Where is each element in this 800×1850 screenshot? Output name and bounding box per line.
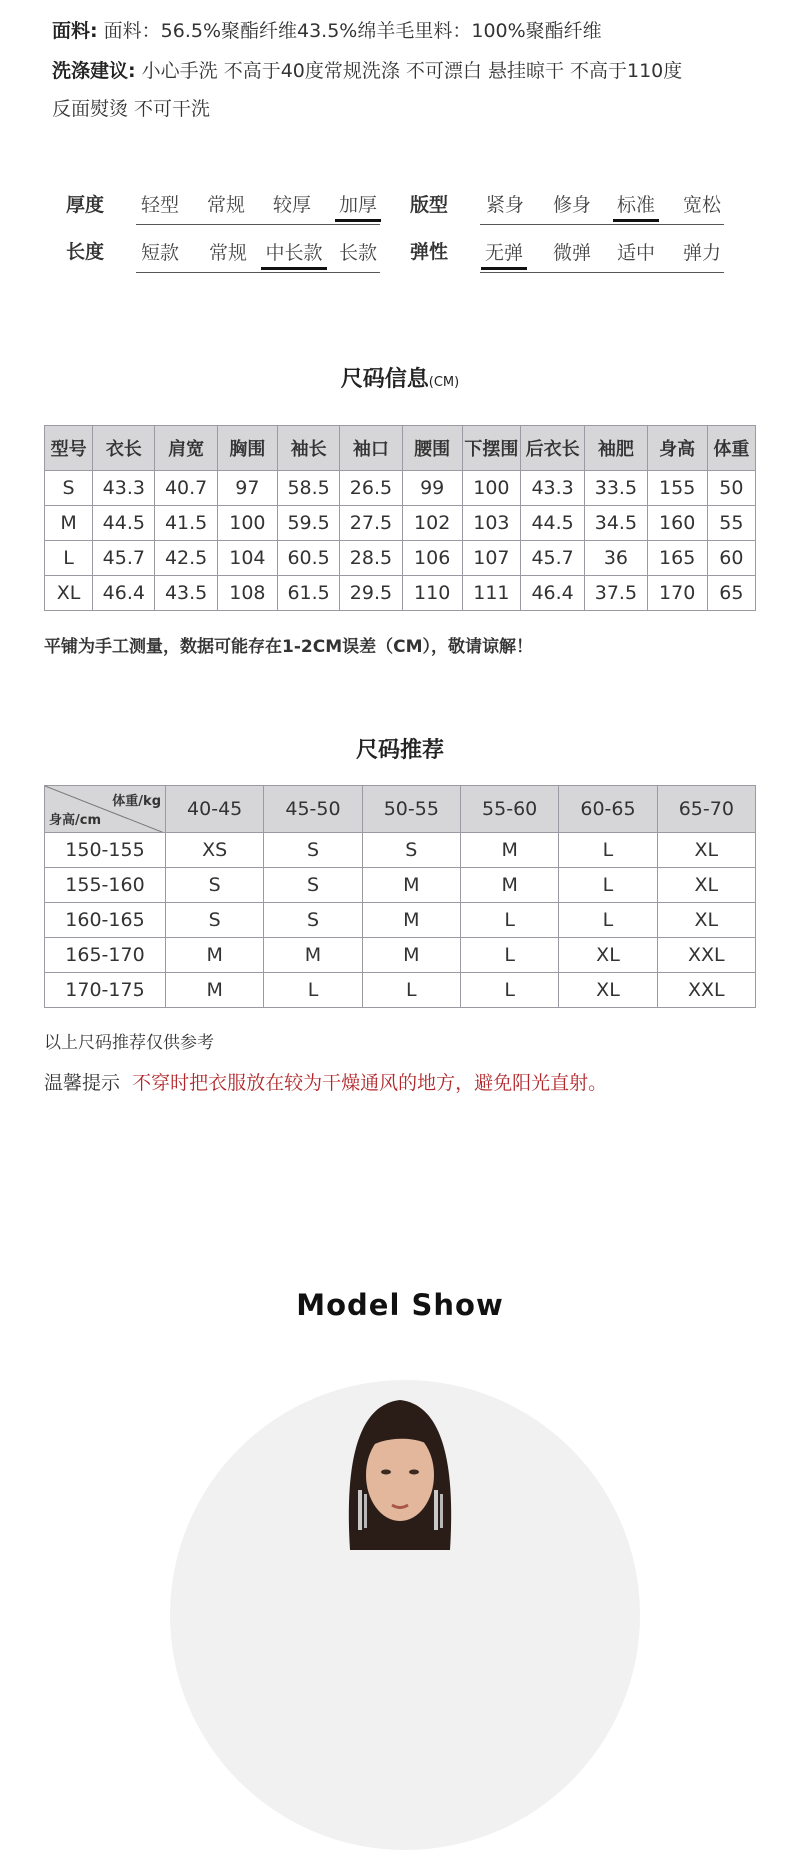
size-cell: S	[45, 471, 93, 506]
recommended-size-cell: L	[559, 903, 657, 938]
weight-header-cell: 60-65	[559, 786, 657, 833]
size-cell: 103	[462, 506, 520, 541]
size-cell: 43.3	[521, 471, 585, 506]
size-cell: 165	[647, 541, 707, 576]
recommended-size-cell: M	[362, 868, 460, 903]
size-cell: 65	[707, 576, 755, 611]
table-row	[45, 541, 756, 576]
table-row	[45, 868, 756, 903]
size-cell: 27.5	[340, 506, 402, 541]
attribute-options	[480, 238, 724, 273]
size-cell: 29.5	[340, 576, 402, 611]
size-cell: 55	[707, 506, 755, 541]
size-cell: 59.5	[277, 506, 339, 541]
size-rec-table	[44, 785, 756, 1008]
recommended-size-cell: M	[166, 938, 264, 973]
recommended-size-cell: L	[559, 833, 657, 868]
table-row	[45, 938, 756, 973]
size-rec-corner-cell	[45, 786, 166, 833]
recommended-size-cell: S	[166, 903, 264, 938]
size-header-cell: 体重	[707, 426, 755, 471]
size-rec-title: 尺码推荐	[355, 738, 444, 763]
size-cell: M	[45, 506, 93, 541]
size-cell: 36	[585, 541, 647, 576]
height-cell: 170-175	[45, 973, 166, 1008]
recommended-size-cell: S	[264, 903, 362, 938]
size-cell: 45.7	[521, 541, 585, 576]
recommended-size-cell: M	[460, 833, 558, 868]
size-cell: 100	[217, 506, 277, 541]
size-info-title-text: 尺码信息	[340, 367, 429, 392]
size-cell: 41.5	[155, 506, 217, 541]
fabric-value: 面料：56.5%聚酯纤维43.5%绵羊毛里料：100%聚酯纤维	[97, 20, 602, 42]
attribute-option: 紧身	[485, 194, 524, 216]
table-row	[45, 471, 756, 506]
attribute-option-selected: 加厚	[336, 190, 380, 217]
recommended-size-cell: XL	[657, 903, 755, 938]
table-row	[45, 903, 756, 938]
size-header-cell: 袖肥	[585, 426, 647, 471]
attribute-option: 弹力	[682, 242, 721, 264]
size-info-table	[44, 425, 756, 611]
recommended-size-cell: M	[460, 868, 558, 903]
recommended-size-cell: XL	[559, 938, 657, 973]
wash-line	[52, 56, 682, 83]
size-cell: 111	[462, 576, 520, 611]
recommended-size-cell: L	[264, 973, 362, 1008]
attribute-option-selected: 无弹	[482, 238, 526, 265]
model-photo	[330, 1380, 470, 1550]
size-cell: 46.4	[521, 576, 585, 611]
size-cell: 44.5	[521, 506, 585, 541]
height-cell: 150-155	[45, 833, 166, 868]
recommended-size-cell: L	[559, 868, 657, 903]
recommended-size-cell: S	[264, 868, 362, 903]
attribute-option: 常规	[208, 242, 247, 264]
size-rec-note: 以上尺码推荐仅供参考	[44, 1033, 214, 1053]
size-cell: 60	[707, 541, 755, 576]
recommended-size-cell: XL	[657, 868, 755, 903]
size-cell: 60.5	[277, 541, 339, 576]
size-header-cell: 后衣长	[521, 426, 585, 471]
height-cell: 160-165	[45, 903, 166, 938]
recommended-size-cell: S	[362, 833, 460, 868]
recommended-size-cell: M	[264, 938, 362, 973]
size-cell: L	[45, 541, 93, 576]
attribute-option: 较厚	[272, 194, 311, 216]
attribute-label: 厚度	[66, 194, 105, 216]
recommended-size-cell: S	[166, 868, 264, 903]
size-header-cell: 下摆围	[462, 426, 520, 471]
size-cell: 58.5	[277, 471, 339, 506]
table-row	[45, 833, 756, 868]
attribute-options	[136, 190, 380, 225]
recommended-size-cell: XS	[166, 833, 264, 868]
size-header-cell: 型号	[45, 426, 93, 471]
size-header-cell: 肩宽	[155, 426, 217, 471]
size-cell: 160	[647, 506, 707, 541]
size-info-header-row	[45, 426, 756, 471]
recommended-size-cell: M	[362, 938, 460, 973]
size-cell: 42.5	[155, 541, 217, 576]
size-rec-header-row	[45, 786, 756, 833]
size-header-cell: 袖口	[340, 426, 402, 471]
warm-tip	[44, 1068, 607, 1095]
size-cell: 37.5	[585, 576, 647, 611]
size-info-unit: (CM)	[428, 375, 460, 390]
size-header-cell: 衣长	[93, 426, 155, 471]
tip-text: 不穿时把衣服放在较为干燥通风的地方，避免阳光直射。	[132, 1072, 608, 1094]
size-cell: 26.5	[340, 471, 402, 506]
weight-header-cell: 45-50	[264, 786, 362, 833]
attribute-option: 微弹	[552, 242, 591, 264]
recommended-size-cell: L	[460, 903, 558, 938]
size-cell: 104	[217, 541, 277, 576]
recommended-size-cell: L	[362, 973, 460, 1008]
attribute-option: 短款	[140, 242, 179, 264]
height-cell: 165-170	[45, 938, 166, 973]
attribute-option: 常规	[206, 194, 245, 216]
recommended-size-cell: L	[460, 938, 558, 973]
size-cell: XL	[45, 576, 93, 611]
attribute-options	[136, 238, 380, 273]
wash-line-2: 反面熨烫 不可干洗	[52, 98, 211, 120]
size-header-cell: 胸围	[217, 426, 277, 471]
size-header-cell: 腰围	[402, 426, 462, 471]
size-cell: 170	[647, 576, 707, 611]
fabric-line	[52, 16, 602, 43]
wash-value-line1: 小心手洗 不高于40度常规洗涤 不可漂白 悬挂晾干 不高于110度	[135, 60, 683, 82]
weight-header-cell: 65-70	[657, 786, 755, 833]
wash-label: 洗涤建议:	[52, 60, 136, 82]
weight-header-cell: 50-55	[362, 786, 460, 833]
size-cell: 97	[217, 471, 277, 506]
recommended-size-cell: XXL	[657, 938, 755, 973]
height-cell: 155-160	[45, 868, 166, 903]
corner-weight-label: 体重/kg	[112, 794, 161, 809]
recommended-size-cell: XL	[657, 833, 755, 868]
weight-header-cell: 55-60	[460, 786, 558, 833]
fabric-label: 面料:	[52, 20, 98, 42]
recommended-size-cell: XXL	[657, 973, 755, 1008]
table-row	[45, 973, 756, 1008]
size-cell: 108	[217, 576, 277, 611]
size-cell: 102	[402, 506, 462, 541]
size-header-cell: 身高	[647, 426, 707, 471]
attribute-options	[480, 190, 724, 225]
model-show-title: Model Show	[296, 1288, 504, 1322]
tip-label: 温馨提示	[44, 1072, 121, 1094]
attribute-label: 长度	[66, 241, 105, 263]
attribute-option-selected: 标准	[614, 190, 658, 217]
attribute-option: 轻型	[140, 194, 179, 216]
size-info-note: 平铺为手工测量，数据可能存在1-2CM误差（CM），敬请谅解！	[44, 637, 533, 657]
attribute-label: 弹性	[410, 241, 449, 263]
size-cell: 28.5	[340, 541, 402, 576]
size-cell: 43.5	[155, 576, 217, 611]
size-cell: 99	[402, 471, 462, 506]
size-cell: 43.3	[93, 471, 155, 506]
attribute-option: 适中	[616, 242, 655, 264]
size-cell: 40.7	[155, 471, 217, 506]
size-cell: 155	[647, 471, 707, 506]
size-cell: 44.5	[93, 506, 155, 541]
size-cell: 33.5	[585, 471, 647, 506]
size-header-cell: 袖长	[277, 426, 339, 471]
corner-height-label: 身高/cm	[49, 813, 102, 828]
recommended-size-cell: M	[166, 973, 264, 1008]
table-row	[45, 506, 756, 541]
size-cell: 107	[462, 541, 520, 576]
size-cell: 110	[402, 576, 462, 611]
size-cell: 106	[402, 541, 462, 576]
table-row	[45, 576, 756, 611]
attribute-option-selected: 中长款	[262, 238, 326, 265]
weight-header-cell: 40-45	[166, 786, 264, 833]
recommended-size-cell: S	[264, 833, 362, 868]
recommended-size-cell: XL	[559, 973, 657, 1008]
attribute-option: 宽松	[682, 194, 721, 216]
recommended-size-cell: M	[362, 903, 460, 938]
attribute-label: 版型	[410, 194, 449, 216]
size-cell: 46.4	[93, 576, 155, 611]
size-cell: 61.5	[277, 576, 339, 611]
attribute-option: 修身	[552, 194, 591, 216]
recommended-size-cell: L	[460, 973, 558, 1008]
attribute-option: 长款	[338, 242, 377, 264]
size-cell: 100	[462, 471, 520, 506]
size-cell: 50	[707, 471, 755, 506]
size-cell: 45.7	[93, 541, 155, 576]
size-cell: 34.5	[585, 506, 647, 541]
size-info-title	[0, 362, 800, 393]
